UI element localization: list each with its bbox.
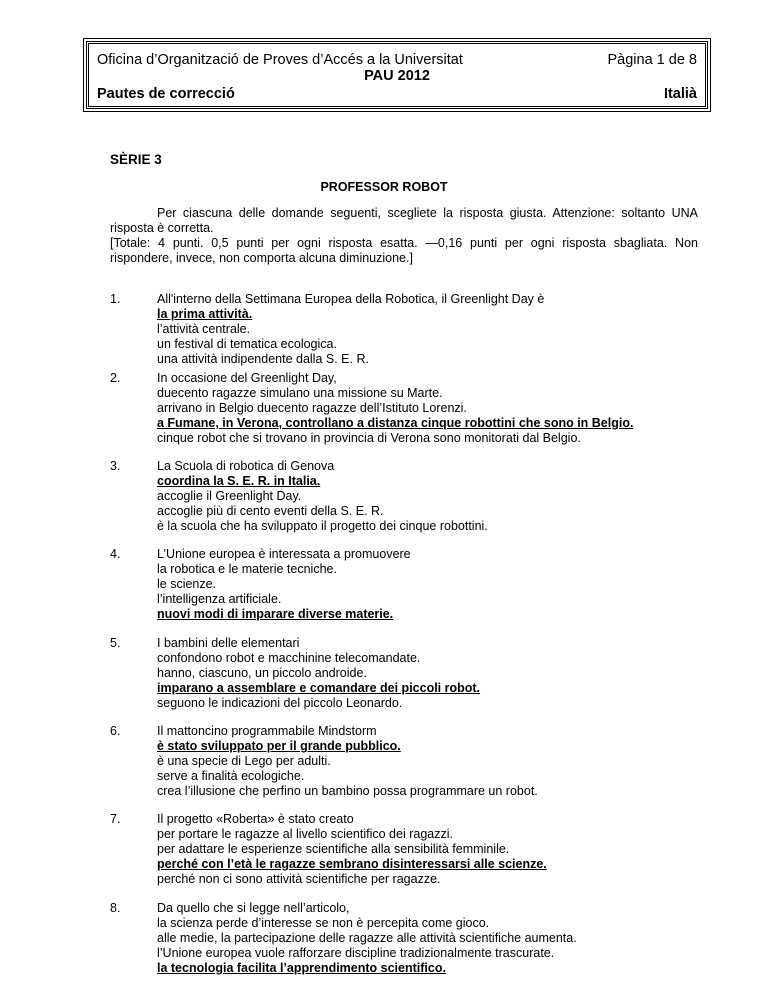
- answer-option: le scienze.: [157, 577, 217, 591]
- answer-option: per adattare le esperienze scientifiche alla sensibilità femminile.: [157, 842, 510, 856]
- question-number: 1.: [110, 292, 121, 306]
- answer-option: l’attività centrale.: [157, 322, 251, 336]
- correct-answer: nuovi modi di imparare diverse materie.: [157, 607, 394, 621]
- subject: Italià: [663, 86, 697, 102]
- scoring-paragraph: [Totale: 4 punti. 0,5 punti per ogni risposta esatta. —0,16 punti per ogni risposta sbagliata. Non rispondere, invece, non comporta alcuna diminuzione.]: [110, 236, 698, 265]
- answer-option: la scienza perde d’interesse se non è percepita come gioco.: [157, 916, 490, 930]
- page-header: [86, 41, 708, 109]
- question-stem: In occasione del Greenlight Day,: [157, 371, 337, 385]
- answer-option: confondono robot e macchinine telecomandate.: [157, 651, 421, 665]
- correct-answer: coordina la S. E. R. in Italia.: [157, 474, 321, 488]
- answer-option: la robotica e le materie tecniche.: [157, 562, 337, 576]
- correct-answer: è stato sviluppato per il grande pubblico.: [157, 739, 401, 753]
- question-body: [157, 547, 717, 622]
- question-stem: Il mattoncino programmabile Mindstorm: [157, 724, 377, 738]
- answer-option: seguono le indicazioni del piccolo Leonardo.: [157, 696, 403, 710]
- question-body: [157, 812, 717, 887]
- question-stem: Da quello che si legge nell’articolo,: [157, 901, 350, 915]
- answer-option: è la scuola che ha sviluppato il progetto dei cinque robottini.: [157, 519, 488, 533]
- question-number: 3.: [110, 459, 121, 473]
- question-stem: Il progetto «Roberta» è stato creato: [157, 812, 354, 826]
- answer-option: l’intelligenza artificiale.: [157, 592, 282, 606]
- answer-option: è una specie di Lego per adulti.: [157, 754, 331, 768]
- question-stem: L’Unione europea è interessata a promuovere: [157, 547, 411, 561]
- question-body: [157, 636, 717, 711]
- series-label: SÈRIE 3: [110, 152, 162, 167]
- answer-option: un festival di tematica ecologica.: [157, 337, 337, 351]
- question-number: 2.: [110, 371, 121, 385]
- answer-option: crea l’illusione che perfino un bambino possa programmare un robot.: [157, 784, 538, 798]
- instructions: [110, 206, 698, 266]
- correct-answer: imparano a assemblare e comandare dei piccoli robot.: [157, 681, 481, 695]
- question-number: 7.: [110, 812, 121, 826]
- question-number: 5.: [110, 636, 121, 650]
- document-type: Pautes de correcció: [97, 86, 235, 102]
- correct-answer: perché con l’età le ragazze sembrano disinteressarsi alle scienze.: [157, 857, 547, 871]
- section-title: PROFESSOR ROBOT: [320, 180, 448, 194]
- exam-year: PAU 2012: [364, 68, 430, 84]
- question-number: 8.: [110, 901, 121, 915]
- question-number: 4.: [110, 547, 121, 561]
- question-body: [157, 724, 717, 799]
- question-stem: All'interno della Settimana Europea della Robotica, il Greenlight Day è: [157, 292, 545, 306]
- question-number: 6.: [110, 724, 121, 738]
- answer-option: hanno, ciascuno, un piccolo androide.: [157, 666, 367, 680]
- institution-name: Oficina d’Organització de Proves d’Accés a la Universitat: [97, 52, 463, 68]
- answer-option: serve a finalità ecologiche.: [157, 769, 305, 783]
- question-stem: La Scuola di robotica di Genova: [157, 459, 335, 473]
- correct-answer: la prima attività.: [157, 307, 253, 321]
- answer-option: perché non ci sono attività scientifiche per ragazze.: [157, 872, 441, 886]
- answer-option: duecento ragazze simulano una missione su Marte.: [157, 386, 443, 400]
- answer-option: cinque robot che si trovano in provincia di Verona sono monitorati dal Belgio.: [157, 431, 581, 445]
- correct-answer: la tecnologia facilita l’apprendimento scientifico.: [157, 961, 446, 975]
- answer-option: l’Unione europea vuole rafforzare discipline tradizionalmente trascurate.: [157, 946, 555, 960]
- page-number: Pàgina 1 de 8: [607, 52, 697, 68]
- question-stem: I bambini delle elementari: [157, 636, 300, 650]
- answer-option: per portare le ragazze al livello scientifico dei ragazzi.: [157, 827, 453, 841]
- answer-option: accoglie il Greenlight Day.: [157, 489, 302, 503]
- answer-option: accoglie più di cento eventi della S. E. R.: [157, 504, 384, 518]
- answer-option: arrivano in Belgio duecento ragazze dell’Istituto Lorenzi.: [157, 401, 467, 415]
- question-body: [157, 371, 717, 446]
- question-body: [157, 459, 717, 534]
- instructions-paragraph: Per ciascuna delle domande seguenti, scegliete la risposta giusta. Attenzione: soltanto UNA risposta è corretta.: [110, 206, 698, 235]
- question-body: [157, 292, 717, 367]
- answer-option: una attività indipendente dalla S. E. R.: [157, 352, 369, 366]
- correct-answer: a Fumane, in Verona, controllano a distanza cinque robottini che sono in Belgio.: [157, 416, 634, 430]
- answer-option: alle medie, la partecipazione delle ragazze alle attività scientifiche aumenta.: [157, 931, 577, 945]
- question-body: [157, 901, 717, 976]
